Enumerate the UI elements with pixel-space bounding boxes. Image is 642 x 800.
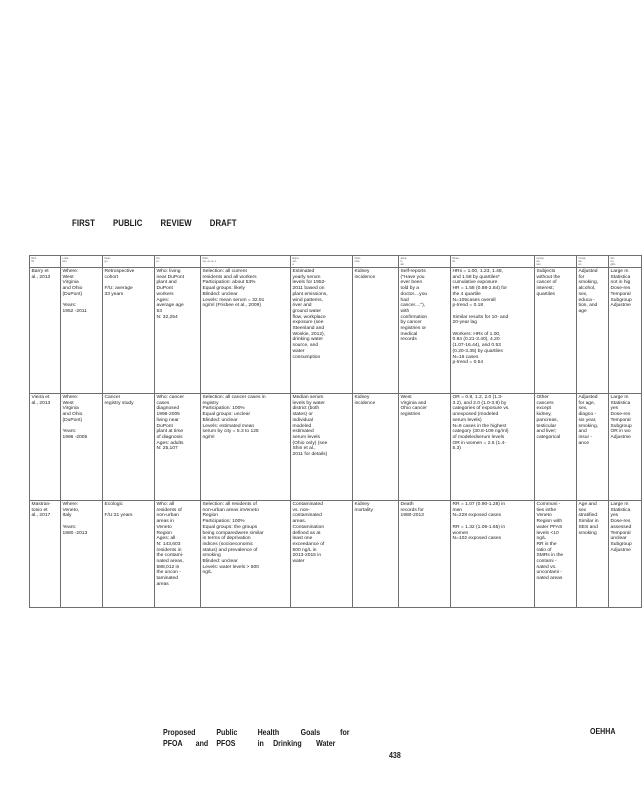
evidence-table: [29, 255, 632, 608]
title-word: PFOS: [216, 739, 236, 748]
study-reference: Vieira et al., 2013: [30, 394, 61, 501]
header-cell: Ref- ID: [30, 256, 61, 268]
header-cell: Comp- ari- son: [535, 256, 577, 268]
table-cell: Where: West Virginia and Ohio (DuPont) Years: 1952 -2011: [61, 268, 103, 394]
page-number: 438: [389, 751, 401, 760]
table-cell: Age and sex stratified. Similar in SES and smoking: [577, 501, 609, 608]
title-word: for: [340, 728, 350, 737]
header-cell: Expo- sur- e: [291, 256, 353, 268]
table-cell: Median serum levels by water district (both states) or individual modeled estimated serum levels (Ohio only) (see Shin et al., 2011 for details): [291, 394, 353, 501]
table-cell: Cancer registry study: [103, 394, 155, 501]
table-cell: Ecologic F/U:31 years: [103, 501, 155, 608]
table-row: [30, 394, 642, 501]
title-word: Health: [257, 728, 280, 737]
draft-word: PUBLIC: [112, 218, 143, 229]
document-title: [163, 727, 350, 749]
table-row: [30, 501, 642, 608]
table-cell: Death records for 1980-2013: [399, 501, 451, 608]
draft-banner: [72, 218, 255, 229]
table-cell: West Virginia and Ohio cancer registries: [399, 394, 451, 501]
table-cell: HRs = 1.00, 1.23, 1.48, and 1.58 by quartiles* cumulative exposure HR = 1.58 (0.88-2.84) for the 4 quartile N=105cases overall p-trend = 0.18 Similar results for 10- and 20-year lag Workers: HRs of 1.00, 0.84 (0.21-3.40), 4.20 (1.07-16.44), and 0.53 (0.20-3.35) by quartiles N=16 cases p-trend = 0.54: [451, 268, 535, 394]
draft-word: DRAFT: [209, 218, 237, 229]
table-cell: Large m Statistica not in hig Dose-res Temporal Subgroup Adjustme: [609, 268, 642, 394]
table-cell: Retrospective cohort F/U: average 33 years: [103, 268, 155, 394]
table-header-row: [30, 256, 642, 268]
title-word: in: [257, 739, 264, 748]
header-cell: Asce- rt- ain: [399, 256, 451, 268]
table-cell: RR = 1.07 (0.90-1.28) in men N=228 exposed cases RR = 1.32 (1.06-1.65) in women N=102 exposed cases: [451, 501, 535, 608]
header-cell: Loca- tion: [61, 256, 103, 268]
table-cell: Large m Statistica yes Dose-res Temporal Subgroup OR in wo Adjustme: [609, 394, 642, 501]
table-cell: Where: West Virginia and Ohio (DuPont) Years: 1996 -2005: [61, 394, 103, 501]
table-cell: Subjects without the cancer of interest; quartiles: [535, 268, 577, 394]
table-cell: Kidney incidence: [353, 268, 399, 394]
table-cell: Selection: all current residents and all workers Participation: about 53% Equal groups: likely Blinded: unclear Levels: mean serum = 32.91 ng/ml (Frisbee et al., 2009): [201, 268, 291, 394]
header-cell: Outc- ome: [353, 256, 399, 268]
table-cell: Where: Veneto, Italy Years: 1980 -2013: [61, 501, 103, 608]
header-cell: Po- pl: [155, 256, 201, 268]
header-cell: Covar- iat- es: [577, 256, 609, 268]
header-cell: Parti- cip- at- io- n: [201, 256, 291, 268]
table-cell: Estimated yearly serum levels for 1952- 2011 based on plant emissions, wind patterns, river and ground water flow, workplace exposure (see Steenland and Woskie, 2012), drinking water source, and water consumption: [291, 268, 353, 394]
table-cell: Who: all residents of non-urban areas in Veneto Region Ages: all N: 143,603 residents in the contami- nated areas, 588,012 in the uncon - taminated areas: [155, 501, 201, 608]
table-cell: Other cancers except kidney, pancreas, testicular and liver; categorical: [535, 394, 577, 501]
table-cell: Large m Statistica yes Dose-res assessed Temporal unclear Subgroup Adjustme: [609, 501, 642, 608]
table-cell: Contaminated vs. non- contaminated areas. Contamination defined as at least one exceedance of 500 ng/L in 2013-2015 in water: [291, 501, 353, 608]
header-cell: Str- en- gths: [609, 256, 642, 268]
table-cell: Adjusted for age, sex, diagno - sis year, smoking, and insur - ance: [577, 394, 609, 501]
draft-word: FIRST: [72, 218, 95, 229]
table-row: [30, 268, 642, 394]
table-cell: OR = 0.8, 1.2, 2.0 (1.3- 3.2), and 2.0 (1.0-3.9) by categories of exposure vs. unexposed (modeled serum levels) N=9 cases in the highest category (30.8-109 ng/ml) of modeledserum levels OR in women = 2.5 (1.4- 5.3): [451, 394, 535, 501]
study-reference: Mastran- tonio et al., 2017: [30, 501, 61, 608]
draft-word: REVIEW: [160, 218, 192, 229]
title-word: PFOA: [163, 739, 183, 748]
table-cell: Who: cancer cases diagnosed 1996-2005 living near DuPont plant at time of diagnosis Ages: adults N: 25,107: [155, 394, 201, 501]
title-line-1: [163, 727, 350, 738]
title-word: Drinking: [273, 739, 302, 748]
header-cell: Desi- gn: [103, 256, 155, 268]
title-line-2: [163, 738, 350, 749]
title-word: Public: [216, 728, 238, 737]
title-word: Goals: [300, 728, 321, 737]
study-reference: Barry et al., 2013: [30, 268, 61, 394]
table-cell: Adjusted for smoking, alcohol, sex, educa - tion, and age: [577, 268, 609, 394]
table-cell: Kidney incidence: [353, 394, 399, 501]
title-word: Water: [316, 739, 336, 748]
table-cell: Selection: all cancer cases in registry Participation: 100% Equal groups: unclear Blinded: unclear Levels: estimated mean serum by city = 5.3 to 125 ng/ml: [201, 394, 291, 501]
table-cell: Self-reports ("Have you ever been told by a doctor....you had cancer...."), with confirmation by cancer registries or medical records: [399, 268, 451, 394]
header-cell: Resu- lts: [451, 256, 535, 268]
table-cell: Who: living near DuPont plant and DuPont workers Ages: average age 53 N: 32,254: [155, 268, 201, 394]
title-word: and: [195, 739, 209, 748]
title-word: Proposed: [163, 728, 196, 737]
table-cell: Communi - ties inthe Veneto Region with water PFAS levels <10 ng/L RR is the ratio of SMRs in the contami - nated vs. uncontami - nated areas: [535, 501, 577, 608]
table-cell: Selection: all residents of non-urban areas inVeneto Region Participation: 100% Equal groups: the groups being comparedwere similar in terms of deprivation indices (socioeconomic status) and prevalence of smoking Blinded: unclear Levels: water levels > 500 ng/L: [201, 501, 291, 608]
agency-name: OEHHA: [590, 727, 616, 736]
table-cell: Kidney mortality: [353, 501, 399, 608]
